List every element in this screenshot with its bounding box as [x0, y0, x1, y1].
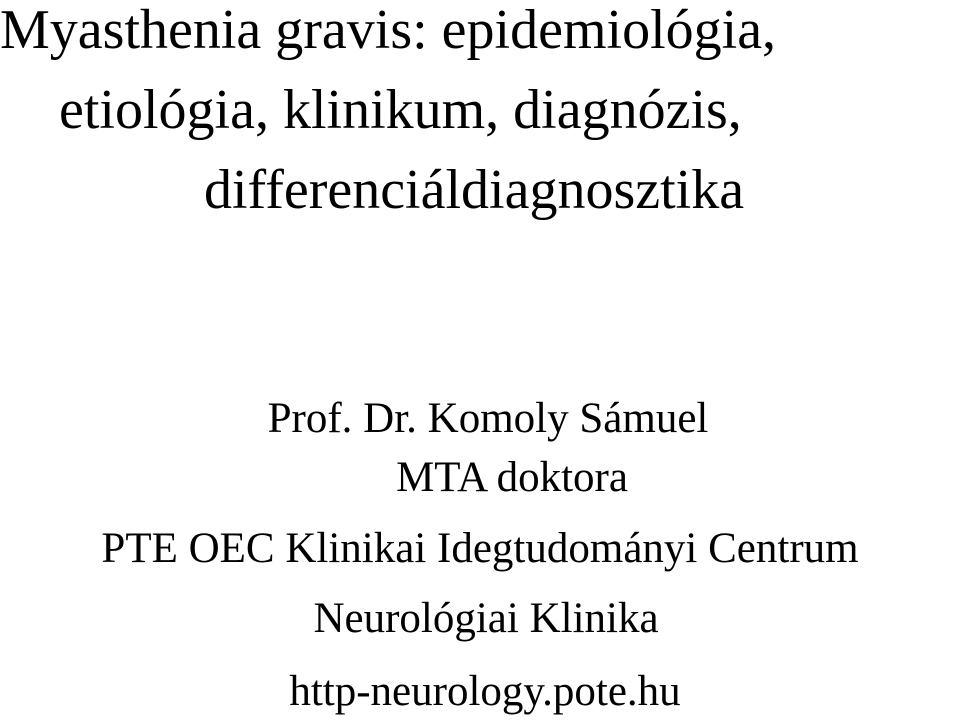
title-line-3: differenciáldiagnosztika — [204, 159, 745, 221]
author-name: Prof. Dr. Komoly Sámuel — [267, 395, 709, 442]
author-institution: PTE OEC Klinikai Idegtudományi Centrum — [101, 525, 859, 572]
title-line-2: etiológia, klinikum, diagnózis, — [59, 79, 742, 141]
author-degree: MTA doktora — [396, 454, 628, 501]
title-line-1: Myasthenia gravis: epidemiológia, — [0, 0, 777, 61]
author-website: http-neurology.pote.hu — [289, 668, 681, 715]
author-department: Neurológiai Klinika — [313, 595, 659, 642]
